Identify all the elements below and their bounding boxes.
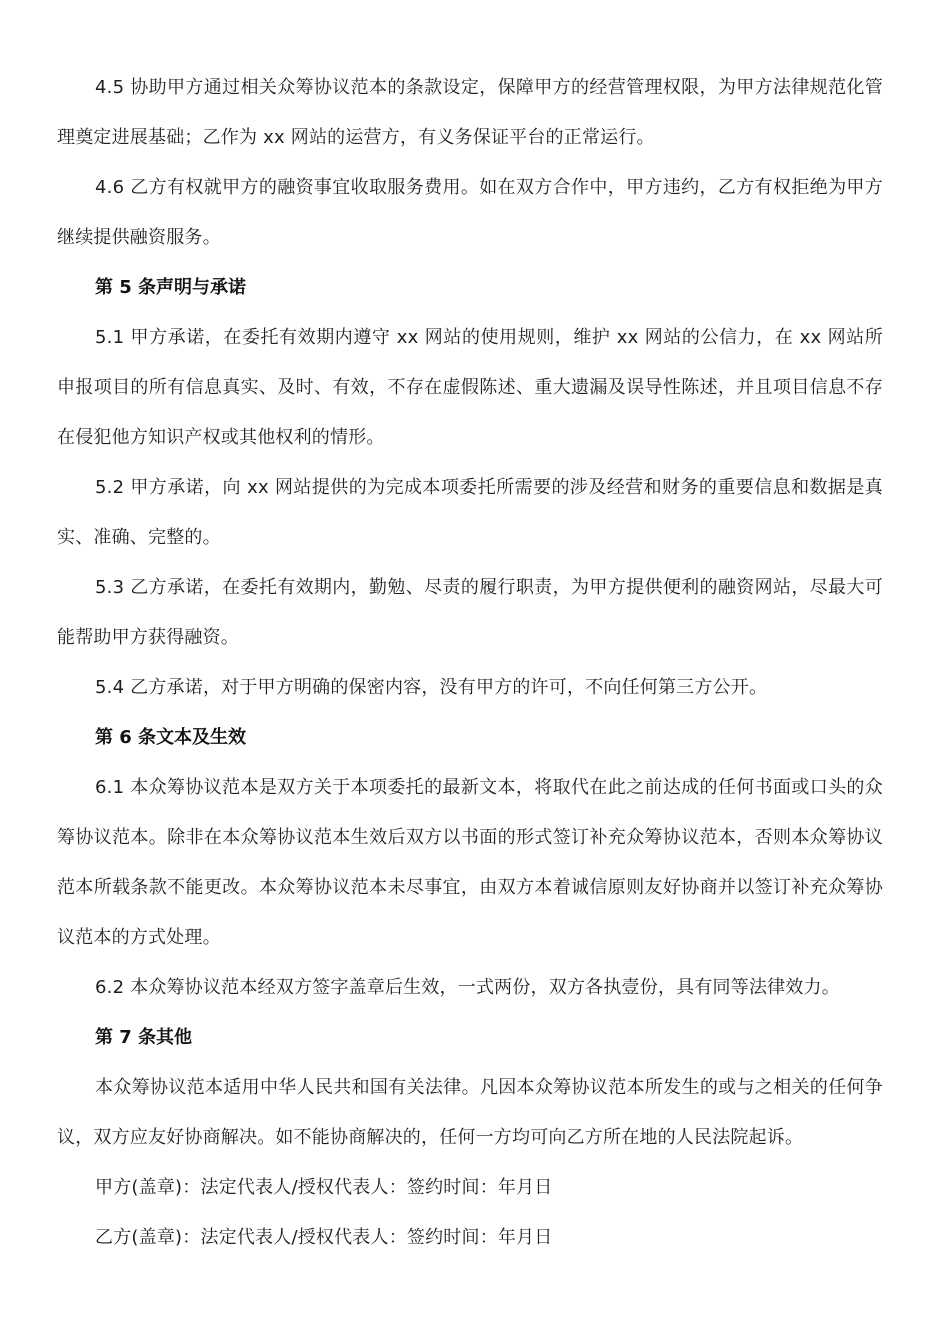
clause-6-1: 6.1 本众筹协议范本是双方关于本项委托的最新文本，将取代在此之前达成的任何书面或口头的众筹协议范本。除非在本众筹协议范本生效后双方以书面的形式签订补充众筹协议范本，否则本众筹协议范本所载条款不能更改。本众筹协议范本未尽事宜，由双方本着诚信原则友好协商并以签订补充众筹协议范本的方式处理。 (57, 777, 883, 948)
heading-article-6: 第 6 条文本及生效 (95, 727, 247, 748)
clause-5-2: 5.2 甲方承诺，向 xx 网站提供的为完成本项委托所需要的涉及经营和财务的重要信息和数据是真实、准确、完整的。 (57, 477, 883, 548)
signature-party-b: 乙方(盖章)：法定代表人/授权代表人：签约时间：年月日 (95, 1227, 553, 1248)
clause-5-4: 5.4 乙方承诺，对于甲方明确的保密内容，没有甲方的许可，不向任何第三方公开。 (95, 677, 768, 698)
document-body (57, 63, 883, 1263)
clause-6-2: 6.2 本众筹协议范本经双方签字盖章后生效，一式两份，双方各执壹份，具有同等法律效力。 (95, 977, 840, 998)
clause-4-6: 4.6 乙方有权就甲方的融资事宜收取服务费用。如在双方合作中，甲方违约，乙方有权拒绝为甲方继续提供融资服务。 (57, 177, 883, 248)
heading-article-7: 第 7 条其他 (95, 1027, 193, 1048)
clause-5-3: 5.3 乙方承诺，在委托有效期内，勤勉、尽责的履行职责，为甲方提供便利的融资网站，尽最大可能帮助甲方获得融资。 (57, 577, 883, 648)
clause-5-1: 5.1 甲方承诺，在委托有效期内遵守 xx 网站的使用规则，维护 xx 网站的公信力，在 xx 网站所申报项目的所有信息真实、及时、有效，不存在虚假陈述、重大遗漏及误导性陈述，并且项目信息不存在侵犯他方知识产权或其他权利的情形。 (57, 327, 883, 448)
heading-article-5: 第 5 条声明与承诺 (95, 277, 247, 298)
clause-4-5: 4.5 协助甲方通过相关众筹协议范本的条款设定，保障甲方的经营管理权限，为甲方法律规范化管理奠定进展基础；乙作为 xx 网站的运营方，有义务保证平台的正常运行。 (57, 77, 883, 148)
clause-7-body: 本众筹协议范本适用中华人民共和国有关法律。凡因本众筹协议范本所发生的或与之相关的任何争议，双方应友好协商解决。如不能协商解决的，任何一方均可向乙方所在地的人民法院起诉。 (57, 1077, 883, 1148)
signature-party-a: 甲方(盖章)：法定代表人/授权代表人：签约时间：年月日 (95, 1177, 553, 1198)
